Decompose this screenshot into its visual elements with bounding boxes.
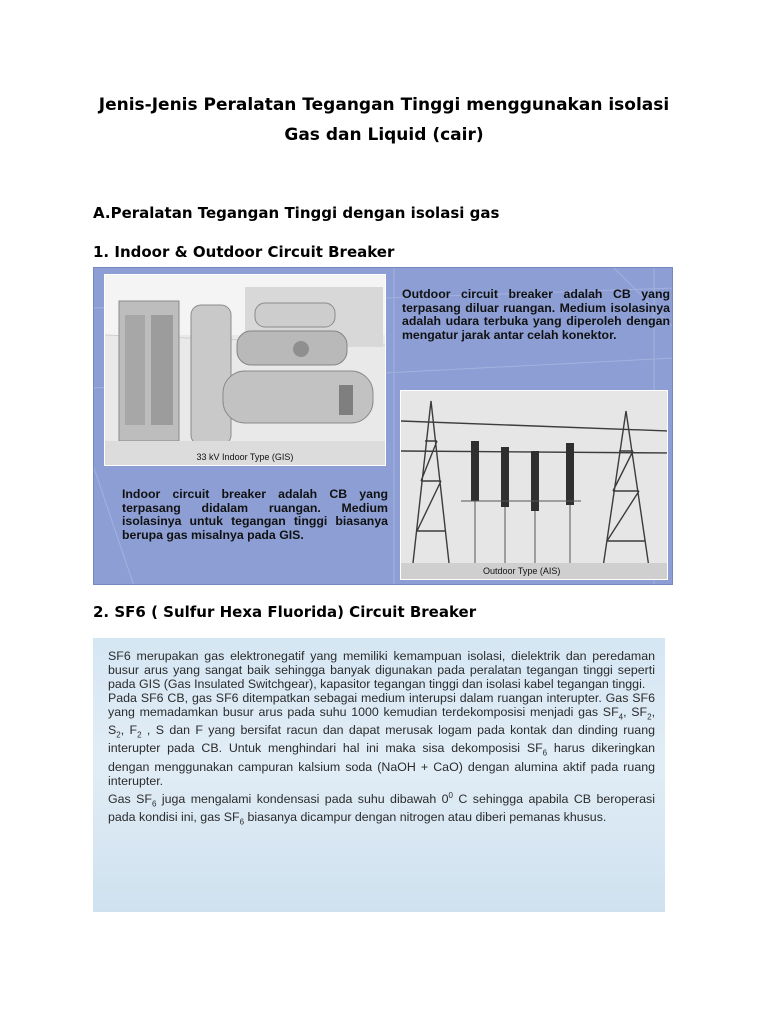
sf6-description-figure [93, 638, 665, 912]
heading-2: 2. SF6 ( Sulfur Hexa Fluorida) Circuit Breaker [93, 603, 477, 621]
title-line-1: Jenis-Jenis Peralatan Tegangan Tinggi menggunakan isolasi [98, 95, 670, 115]
outdoor-cb-description: Outdoor circuit breaker adalah CB yang terpasang diluar ruangan. Medium isolasinya adalah udara terbuka yang diperoleh dengan mengatur jarak antar celah konektor. [402, 287, 670, 342]
document-title [60, 90, 708, 150]
section-a-heading: A.Peralatan Tegangan Tinggi dengan isolasi gas [93, 204, 500, 222]
outdoor-substation-illustration [401, 391, 668, 580]
sf6-paragraph-2: Pada SF6 CB, gas SF6 ditempatkan sebagai medium interupsi dalam ruangan interupter. Gas SF6 yang memadamkan busur arus pada suhu 1000 kemudian terdekomposisi menjadi gas $SF_4$, $SF_2$, $S_2$, $F_2$ , S dan F yang bersifat racun dan dapat merusak logam pada kontak dan dinding ruang interupter pada CB. Untuk menghindari hal ini maka sisa dekomposisi $SF_6$ harus dikeringkan dengan menggunakan campuran kalsium soda (NaOH + CaO) dengan alumina aktif pada ruang interupter. [108, 690, 656, 788]
heading-1: 1. Indoor & Outdoor Circuit Breaker [93, 243, 395, 261]
outdoor-caption: Outdoor Type (AIS) [483, 566, 561, 576]
circuit-breaker-figure [93, 267, 673, 585]
indoor-gis-photo [104, 274, 386, 466]
title-line-2: Gas dan Liquid (cair) [284, 125, 484, 145]
outdoor-ais-photo [400, 390, 668, 580]
sf6-paragraph-1: SF6 merupakan gas elektronegatif yang memiliki kemampuan isolasi, dielektrik dan peredaman busur arus yang sangat baik sehingga banyak digunakan pada peralatan tegangan tinggi seperti pada GIS (Gas Insulated Switchgear), kapasitor tegangan tinggi dan isolasi kabel tegangan tinggi. [108, 649, 655, 691]
indoor-cb-description: Indoor circuit breaker adalah CB yang terpasang didalam ruangan. Medium isolasinya untuk tegangan tinggi biasanya berupa gas misalnya pada GIS. [122, 487, 388, 542]
indoor-switchgear-illustration [105, 275, 386, 466]
sf6-text-block [108, 650, 655, 829]
sf6-paragraph-3: Gas $SF_6$ juga mengalami kondensasi pada suhu dibawah $0^0$ C sehingga apabila CB beroperasi pada kondisi ini, gas $SF_6$ biasanya dicampur dengan nitrogen atau diberi pemanas khusus. [108, 790, 656, 827]
indoor-caption: 33 kV Indoor Type (GIS) [196, 452, 294, 462]
